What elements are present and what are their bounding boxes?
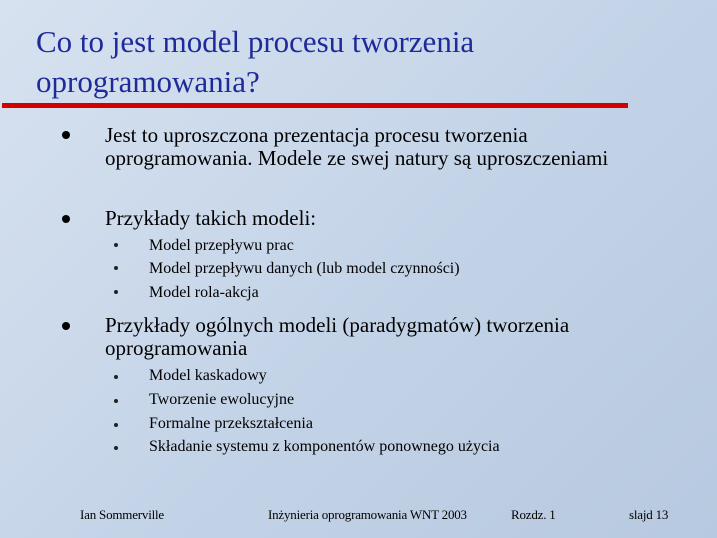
sub-item-evolutionary: Tworzenie ewolucyjne <box>149 391 295 408</box>
sub-bullet-dot <box>114 290 118 294</box>
bullet-dot <box>62 322 70 330</box>
sub-bullet-dot <box>114 266 118 270</box>
sub-item-reuse: Składanie systemu z komponentów ponownego użycia <box>149 438 500 455</box>
footer-author: Ian Sommerville <box>80 507 165 522</box>
sub-bullet-dot <box>114 446 118 450</box>
sub-bullet-dot <box>114 423 118 427</box>
bullet-2-text: Przykłady takich modeli: <box>105 206 317 230</box>
bullet-dot <box>62 215 70 223</box>
sub-bullet-dot <box>114 375 118 379</box>
bullet-1-text: Jest to uproszczona prezentacja procesu tworzenia oprogramowania. Modele ze swej natury są uproszczeniami <box>105 123 609 170</box>
sub-item-formal: Formalne przekształcenia <box>149 415 313 432</box>
bullet-3-text: Przykłady ogólnych modeli (paradygmatów) tworzenia oprogramowania <box>105 313 570 360</box>
footer-course: Inżynieria oprogramowania WNT 2003 <box>268 507 467 522</box>
footer-chapter: Rozdz. 1 <box>511 507 556 522</box>
sub-item-waterfall: Model kaskadowy <box>149 367 267 384</box>
slide-title: Co to jest model procesu tworzenia oprogramowania? <box>36 24 475 99</box>
sub-item-role-action: Model rola-akcja <box>149 284 259 301</box>
sub-item-dataflow: Model przepływu danych (lub model czynności) <box>149 260 460 277</box>
bullet-dot <box>62 131 70 139</box>
footer-slide-number: slajd 13 <box>629 507 669 522</box>
sub-bullet-dot <box>114 243 118 247</box>
sub-bullet-dot <box>114 399 118 403</box>
title-underline <box>2 103 628 108</box>
sub-item-workflow: Model przepływu prac <box>149 237 294 254</box>
